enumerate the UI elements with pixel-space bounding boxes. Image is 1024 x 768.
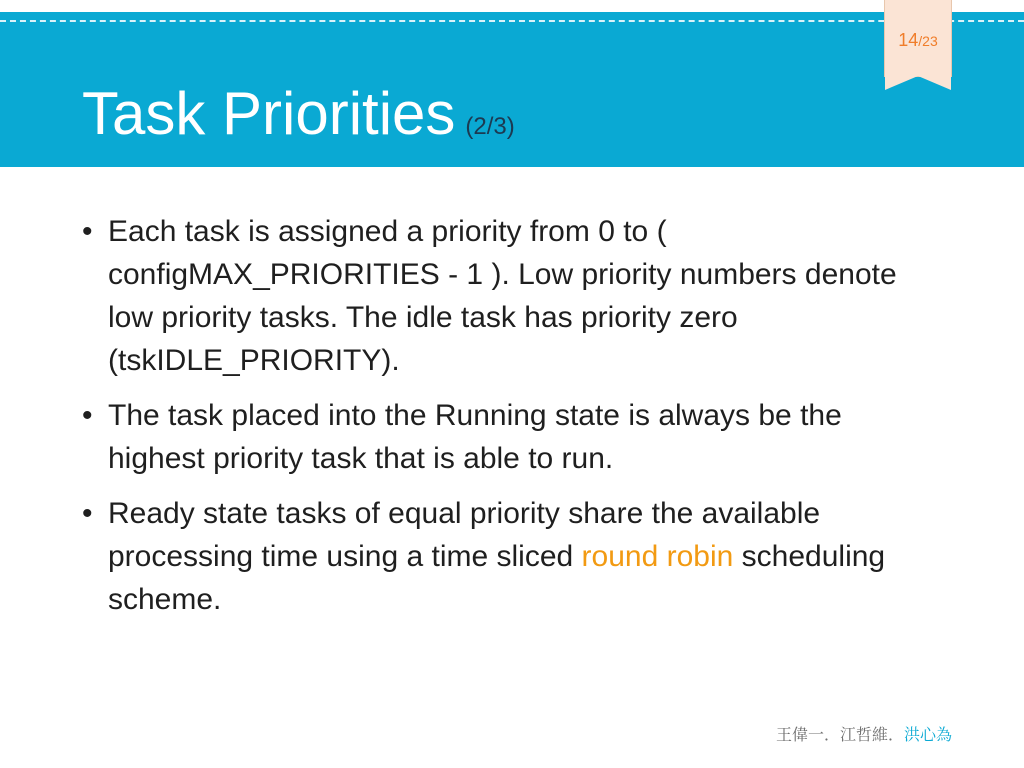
slide-title-text: Task Priorities (82, 80, 456, 147)
slide-title-suffix: (2/3) (465, 113, 515, 140)
bullet-item (82, 394, 942, 480)
bullet-text-after: scheduling scheme. (108, 540, 886, 616)
bullet-item (82, 210, 942, 382)
bullet-dot-icon: • (82, 215, 93, 248)
page-number (885, 30, 951, 51)
bullet-dot-icon: • (82, 399, 93, 432)
bullet-list (82, 210, 942, 633)
footer-authors-text: 王偉一．江哲維． (775, 727, 904, 744)
bullet-text: Ready state tasks of equal priority share the available processing time using a time sliced (108, 497, 821, 573)
page-current: 14 (898, 30, 919, 50)
footer-authors (776, 722, 952, 745)
dashed-divider (0, 20, 1024, 22)
footer-highlighted-author: 洪心為 (903, 727, 952, 744)
page-total: /23 (918, 33, 938, 49)
bullet-highlight-text: round robin (581, 540, 734, 573)
bullet-text: Each task is assigned a priority from 0 to ( configMAX_PRIORITIES - 1 ). Low priority numbers denote low priority tasks. The idle task has priority zero (tskIDLE_PRIORITY). (108, 215, 897, 377)
bullet-dot-icon: • (82, 497, 93, 530)
bullet-item (82, 492, 942, 621)
slide-title (82, 78, 515, 163)
bullet-text: The task placed into the Running state is always be the highest priority task that is able to run. (108, 399, 842, 475)
page-number-tab (884, 0, 952, 77)
